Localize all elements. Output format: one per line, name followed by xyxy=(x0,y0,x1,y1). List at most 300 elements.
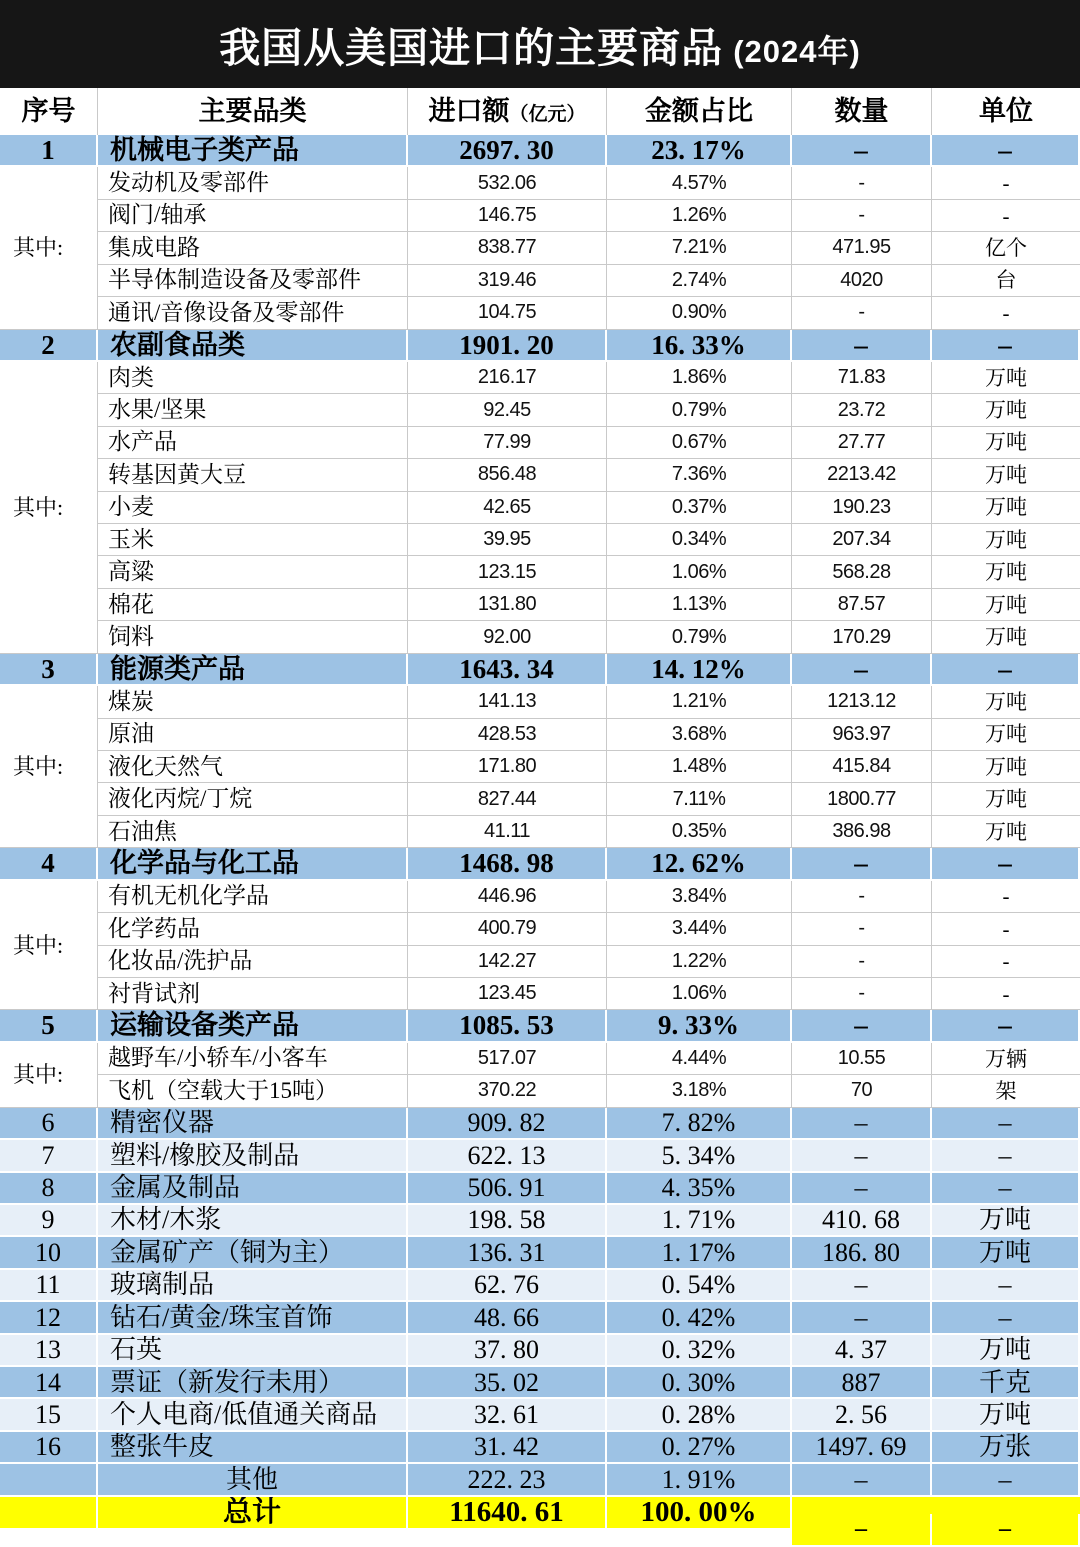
table-row xyxy=(0,1173,1080,1205)
table-row xyxy=(0,783,1080,815)
cell-quantity: 887 xyxy=(792,1367,932,1399)
cell-share: 4.57% xyxy=(607,167,792,199)
cell-quantity: 963.97 xyxy=(792,719,932,751)
table-row xyxy=(0,394,1080,426)
table-row xyxy=(0,1043,1080,1075)
cell-amount: 37. 80 xyxy=(408,1335,607,1367)
cell-category: 能源类产品 xyxy=(98,654,408,686)
cell-share: 1. 71% xyxy=(607,1205,792,1237)
cell-index xyxy=(0,1464,98,1496)
cell-share: 4. 35% xyxy=(607,1173,792,1205)
cell-share: 7. 82% xyxy=(607,1108,792,1140)
cell-category: 化学品与化工品 xyxy=(98,848,408,880)
page-title-year: (2024年) xyxy=(733,33,861,69)
header-category xyxy=(98,88,408,135)
table-row xyxy=(0,881,1080,913)
table-row xyxy=(0,1205,1080,1237)
cell-quantity: – xyxy=(792,1010,932,1042)
cell-category: 液化天然气 xyxy=(98,751,408,783)
cell-category: 小麦 xyxy=(98,492,408,524)
cell-index: 16 xyxy=(0,1432,98,1464)
cell-index: 8 xyxy=(0,1173,98,1205)
cell-share: 23. 17% xyxy=(607,135,792,167)
cell-share: 0. 28% xyxy=(607,1399,792,1431)
cell-index: 15 xyxy=(0,1399,98,1431)
cell-share: 1.48% xyxy=(607,751,792,783)
header-amount-unit-label: （亿元） xyxy=(509,104,586,126)
cell-quantity: 4020 xyxy=(792,265,932,297)
cell-quantity: 71.83 xyxy=(792,362,932,394)
table-row xyxy=(0,1335,1080,1367)
cell-category: 肉类 xyxy=(98,362,408,394)
cell-quantity: - xyxy=(792,946,932,978)
cell-amount: 39.95 xyxy=(408,524,607,556)
cell-share: 1.13% xyxy=(607,589,792,621)
cell-category: 金属矿产（铜为主） xyxy=(98,1237,408,1269)
cell-category: 个人电商/低值通关商品 xyxy=(98,1399,408,1431)
cell-index: 12 xyxy=(0,1302,98,1334)
cell-unit: – xyxy=(932,330,1080,362)
cell-category: 阀门/轴承 xyxy=(98,200,408,232)
cell-index: 5 xyxy=(0,1010,98,1042)
table-row xyxy=(0,1497,1080,1530)
header-index-label: 序号 xyxy=(21,96,76,127)
cell-quantity: - xyxy=(792,978,932,1010)
title-bar xyxy=(0,0,1080,88)
cell-unit: 万吨 xyxy=(932,1335,1080,1367)
table-row xyxy=(0,330,1080,362)
table-row xyxy=(0,589,1080,621)
cell-qizhong-label: 其中: xyxy=(0,362,98,654)
cell-category: 总计 xyxy=(98,1497,408,1530)
table-row xyxy=(0,686,1080,718)
cell-category: 整张牛皮 xyxy=(98,1432,408,1464)
table-row xyxy=(0,1399,1080,1431)
cell-amount: 35. 02 xyxy=(408,1367,607,1399)
table-row xyxy=(0,135,1080,167)
cell-quantity: 70 xyxy=(792,1075,932,1107)
table-row xyxy=(0,1367,1080,1399)
cell-amount: 222. 23 xyxy=(408,1464,607,1496)
cell-amount: 446.96 xyxy=(408,881,607,913)
cell-share: 0. 32% xyxy=(607,1335,792,1367)
cell-amount: 32. 61 xyxy=(408,1399,607,1431)
cell-quantity: 1800.77 xyxy=(792,783,932,815)
table-row xyxy=(0,751,1080,783)
cell-quantity: 10.55 xyxy=(792,1043,932,1075)
cell-share: 1.26% xyxy=(607,200,792,232)
cell-quantity: – xyxy=(792,135,932,167)
table-row xyxy=(0,1432,1080,1464)
cell-share: 7.11% xyxy=(607,783,792,815)
cell-unit: – xyxy=(932,1464,1080,1496)
cell-quantity: 386.98 xyxy=(792,816,932,848)
cell-unit: 千克 xyxy=(932,1367,1080,1399)
cell-quantity: – xyxy=(792,848,932,880)
cell-amount: 532.06 xyxy=(408,167,607,199)
table-row xyxy=(0,1464,1080,1496)
header-row xyxy=(0,88,1080,135)
header-unit xyxy=(932,88,1080,135)
cell-amount: 216.17 xyxy=(408,362,607,394)
cell-unit: – xyxy=(932,654,1080,686)
cell-category: 煤炭 xyxy=(98,686,408,718)
table-row xyxy=(0,1108,1080,1140)
cell-category: 精密仪器 xyxy=(98,1108,408,1140)
cell-category: 石油焦 xyxy=(98,816,408,848)
table-row xyxy=(0,1237,1080,1269)
cell-share: 0. 42% xyxy=(607,1302,792,1334)
cell-quantity: 2213.42 xyxy=(792,459,932,491)
cell-quantity: – xyxy=(792,1270,932,1302)
table-row xyxy=(0,816,1080,848)
cell-quantity: 471.95 xyxy=(792,232,932,264)
cell-unit: 架 xyxy=(932,1075,1080,1107)
cell-unit: – xyxy=(932,1173,1080,1205)
cell-amount: 146.75 xyxy=(408,200,607,232)
cell-unit: - xyxy=(932,881,1080,913)
cell-category: 饲料 xyxy=(98,621,408,653)
cell-quantity: – xyxy=(792,330,932,362)
header-category-label: 主要品类 xyxy=(198,96,307,127)
cell-unit: - xyxy=(932,946,1080,978)
cell-amount: 2697. 30 xyxy=(408,135,607,167)
cell-amount: 1643. 34 xyxy=(408,654,607,686)
cell-amount: 198. 58 xyxy=(408,1205,607,1237)
cell-amount: 62. 76 xyxy=(408,1270,607,1302)
cell-qizhong-label: 其中: xyxy=(0,167,98,329)
table-row xyxy=(0,1302,1080,1334)
cell-quantity: - xyxy=(792,167,932,199)
cell-index: 2 xyxy=(0,330,98,362)
cell-amount: 506. 91 xyxy=(408,1173,607,1205)
cell-share: 0. 27% xyxy=(607,1432,792,1464)
header-unit-label: 单位 xyxy=(979,96,1033,127)
cell-share: 1.06% xyxy=(607,556,792,588)
cell-index: 9 xyxy=(0,1205,98,1237)
cell-category: 原油 xyxy=(98,719,408,751)
page-title xyxy=(219,15,861,74)
cell-qizhong-label: 其中: xyxy=(0,881,98,1011)
table-row xyxy=(0,978,1080,1010)
cell-share: 0.79% xyxy=(607,621,792,653)
table-row xyxy=(0,654,1080,686)
cell-category: 飞机（空载大于15吨） xyxy=(98,1075,408,1107)
cell-quantity: - xyxy=(792,913,932,945)
cell-amount: 428.53 xyxy=(408,719,607,751)
cell-share: 1.21% xyxy=(607,686,792,718)
header-quantity xyxy=(792,88,932,135)
cell-unit: 万吨 xyxy=(932,556,1080,588)
cell-unit: - xyxy=(932,200,1080,232)
cell-share: 1.06% xyxy=(607,978,792,1010)
cell-share: 0.67% xyxy=(607,427,792,459)
cell-share: 3.68% xyxy=(607,719,792,751)
cell-index: 4 xyxy=(0,848,98,880)
cell-category: 金属及制品 xyxy=(98,1173,408,1205)
table-row xyxy=(0,200,1080,232)
cell-share: 0.37% xyxy=(607,492,792,524)
cell-quantity: - xyxy=(792,200,932,232)
cell-index: 6 xyxy=(0,1108,98,1140)
cell-quantity: 87.57 xyxy=(792,589,932,621)
imports-table xyxy=(0,88,1080,1542)
cell-index: 13 xyxy=(0,1335,98,1367)
cell-quantity: – xyxy=(792,1108,932,1140)
cell-quantity: 4. 37 xyxy=(792,1335,932,1367)
cell-index: 3 xyxy=(0,654,98,686)
table-row xyxy=(0,265,1080,297)
cell-unit: 万吨 xyxy=(932,524,1080,556)
cell-share: 1.86% xyxy=(607,362,792,394)
table-row xyxy=(0,524,1080,556)
cell-amount: 370.22 xyxy=(408,1075,607,1107)
cell-quantity: 23.72 xyxy=(792,394,932,426)
cell-quantity: - xyxy=(792,297,932,329)
cell-category: 玻璃制品 xyxy=(98,1270,408,1302)
cell-quantity: 410. 68 xyxy=(792,1205,932,1237)
cell-category: 化学药品 xyxy=(98,913,408,945)
cell-share: 1.22% xyxy=(607,946,792,978)
cell-quantity: 190.23 xyxy=(792,492,932,524)
cell-amount: 838.77 xyxy=(408,232,607,264)
cell-unit: - xyxy=(932,978,1080,1010)
cell-qizhong-label: 其中: xyxy=(0,1043,98,1108)
cell-amount: 77.99 xyxy=(408,427,607,459)
table-row xyxy=(0,167,1080,199)
cell-unit: 万吨 xyxy=(932,1205,1080,1237)
table-row xyxy=(0,362,1080,394)
cell-unit: – xyxy=(932,1270,1080,1302)
cell-share: 100. 00% xyxy=(607,1497,792,1530)
cell-category: 机械电子类产品 xyxy=(98,135,408,167)
cell-category: 农副食品类 xyxy=(98,330,408,362)
cell-category: 集成电路 xyxy=(98,232,408,264)
cell-category: 票证（新发行未用） xyxy=(98,1367,408,1399)
cell-amount: 827.44 xyxy=(408,783,607,815)
cell-share: 1. 91% xyxy=(607,1464,792,1496)
cell-amount: 42.65 xyxy=(408,492,607,524)
table-row xyxy=(0,297,1080,329)
cell-index: 7 xyxy=(0,1140,98,1172)
table-row xyxy=(0,719,1080,751)
table-row xyxy=(0,946,1080,978)
cell-share: 3.44% xyxy=(607,913,792,945)
cell-quantity: 568.28 xyxy=(792,556,932,588)
cell-share: 0.34% xyxy=(607,524,792,556)
cell-share: 7.36% xyxy=(607,459,792,491)
table-row xyxy=(0,1270,1080,1302)
cell-share: 0. 54% xyxy=(607,1270,792,1302)
cell-unit: 万辆 xyxy=(932,1043,1080,1075)
cell-unit: - xyxy=(932,297,1080,329)
cell-amount: 48. 66 xyxy=(408,1302,607,1334)
cell-share: 3.18% xyxy=(607,1075,792,1107)
table-header xyxy=(0,88,1080,135)
cell-quantity: 415.84 xyxy=(792,751,932,783)
cell-unit: – xyxy=(932,1514,1080,1547)
cell-category: 衬背试剂 xyxy=(98,978,408,1010)
cell-amount: 1085. 53 xyxy=(408,1010,607,1042)
cell-category: 半导体制造设备及零部件 xyxy=(98,265,408,297)
cell-amount: 856.48 xyxy=(408,459,607,491)
cell-unit: 万吨 xyxy=(932,1399,1080,1431)
cell-unit: - xyxy=(932,167,1080,199)
cell-amount: 622. 13 xyxy=(408,1140,607,1172)
cell-unit: 万吨 xyxy=(932,394,1080,426)
cell-index: 1 xyxy=(0,135,98,167)
cell-index: 14 xyxy=(0,1367,98,1399)
cell-quantity: 170.29 xyxy=(792,621,932,653)
table-row xyxy=(0,1010,1080,1042)
cell-index: 11 xyxy=(0,1270,98,1302)
cell-category: 木材/木浆 xyxy=(98,1205,408,1237)
cell-unit: 万吨 xyxy=(932,783,1080,815)
cell-amount: 171.80 xyxy=(408,751,607,783)
table-row xyxy=(0,621,1080,653)
cell-category: 钻石/黄金/珠宝首饰 xyxy=(98,1302,408,1334)
cell-amount: 141.13 xyxy=(408,686,607,718)
cell-share: 1. 17% xyxy=(607,1237,792,1269)
cell-amount: 909. 82 xyxy=(408,1108,607,1140)
cell-category: 玉米 xyxy=(98,524,408,556)
cell-category: 有机无机化学品 xyxy=(98,881,408,913)
cell-amount: 400.79 xyxy=(408,913,607,945)
cell-unit: 万张 xyxy=(932,1432,1080,1464)
table-row xyxy=(0,848,1080,880)
table-row xyxy=(0,459,1080,491)
cell-category: 其他 xyxy=(98,1464,408,1496)
cell-share: 0.35% xyxy=(607,816,792,848)
cell-unit: – xyxy=(932,848,1080,880)
cell-amount: 123.45 xyxy=(408,978,607,1010)
cell-amount: 123.15 xyxy=(408,556,607,588)
cell-unit: – xyxy=(932,1302,1080,1334)
cell-share: 7.21% xyxy=(607,232,792,264)
cell-unit: 万吨 xyxy=(932,816,1080,848)
table-row xyxy=(0,492,1080,524)
cell-unit: – xyxy=(932,1140,1080,1172)
page-title-text: 我国从美国进口的主要商品 xyxy=(219,24,724,71)
header-index xyxy=(0,88,98,135)
cell-amount: 136. 31 xyxy=(408,1237,607,1269)
cell-quantity: 186. 80 xyxy=(792,1237,932,1269)
header-amount xyxy=(408,88,607,135)
cell-share: 0.90% xyxy=(607,297,792,329)
cell-unit: 万吨 xyxy=(932,589,1080,621)
table-body xyxy=(0,135,1080,1542)
cell-amount: 1901. 20 xyxy=(408,330,607,362)
cell-index xyxy=(0,1497,98,1530)
cell-unit: 万吨 xyxy=(932,1237,1080,1269)
cell-index: 10 xyxy=(0,1237,98,1269)
cell-amount: 92.45 xyxy=(408,394,607,426)
header-share-label: 金额占比 xyxy=(645,96,753,127)
cell-amount: 131.80 xyxy=(408,589,607,621)
cell-unit: 万吨 xyxy=(932,362,1080,394)
cell-quantity: 1497. 69 xyxy=(792,1432,932,1464)
cell-quantity: 27.77 xyxy=(792,427,932,459)
cell-unit: 万吨 xyxy=(932,751,1080,783)
header-quantity-label: 数量 xyxy=(834,96,889,127)
cell-quantity: - xyxy=(792,881,932,913)
cell-amount: 11640. 61 xyxy=(408,1497,607,1530)
cell-share: 16. 33% xyxy=(607,330,792,362)
table-row xyxy=(0,232,1080,264)
table-row xyxy=(0,1075,1080,1107)
cell-quantity: – xyxy=(792,1173,932,1205)
cell-category: 通讯/音像设备及零部件 xyxy=(98,297,408,329)
cell-quantity: – xyxy=(792,1514,932,1547)
cell-unit: 台 xyxy=(932,265,1080,297)
cell-category: 发动机及零部件 xyxy=(98,167,408,199)
cell-quantity: – xyxy=(792,1140,932,1172)
cell-category: 转基因黄大豆 xyxy=(98,459,408,491)
cell-amount: 1468. 98 xyxy=(408,848,607,880)
cell-quantity: – xyxy=(792,1302,932,1334)
cell-amount: 319.46 xyxy=(408,265,607,297)
cell-unit: 万吨 xyxy=(932,459,1080,491)
cell-amount: 517.07 xyxy=(408,1043,607,1075)
cell-share: 9. 33% xyxy=(607,1010,792,1042)
cell-share: 12. 62% xyxy=(607,848,792,880)
cell-unit: – xyxy=(932,135,1080,167)
cell-quantity: 207.34 xyxy=(792,524,932,556)
cell-amount: 31. 42 xyxy=(408,1432,607,1464)
table-row xyxy=(0,913,1080,945)
table-row xyxy=(0,556,1080,588)
cell-category: 液化丙烷/丁烷 xyxy=(98,783,408,815)
cell-qizhong-label: 其中: xyxy=(0,686,98,848)
cell-share: 14. 12% xyxy=(607,654,792,686)
cell-quantity: – xyxy=(792,654,932,686)
cell-share: 2.74% xyxy=(607,265,792,297)
cell-share: 3.84% xyxy=(607,881,792,913)
cell-unit: 亿个 xyxy=(932,232,1080,264)
cell-unit: – xyxy=(932,1010,1080,1042)
table-row xyxy=(0,1140,1080,1172)
header-share xyxy=(607,88,792,135)
cell-category: 运输设备类产品 xyxy=(98,1010,408,1042)
table-row xyxy=(0,427,1080,459)
cell-unit: - xyxy=(932,913,1080,945)
cell-unit: 万吨 xyxy=(932,621,1080,653)
cell-category: 石英 xyxy=(98,1335,408,1367)
cell-unit: – xyxy=(932,1108,1080,1140)
cell-quantity: 2. 56 xyxy=(792,1399,932,1431)
cell-category: 水产品 xyxy=(98,427,408,459)
cell-category: 越野车/小轿车/小客车 xyxy=(98,1043,408,1075)
cell-share: 0. 30% xyxy=(607,1367,792,1399)
cell-category: 化妆品/洗护品 xyxy=(98,946,408,978)
cell-category: 水果/坚果 xyxy=(98,394,408,426)
cell-amount: 92.00 xyxy=(408,621,607,653)
cell-unit: 万吨 xyxy=(932,719,1080,751)
cell-amount: 104.75 xyxy=(408,297,607,329)
cell-category: 高粱 xyxy=(98,556,408,588)
cell-category: 棉花 xyxy=(98,589,408,621)
cell-category: 塑料/橡胶及制品 xyxy=(98,1140,408,1172)
cell-share: 0.79% xyxy=(607,394,792,426)
cell-quantity: 1213.12 xyxy=(792,686,932,718)
cell-share: 5. 34% xyxy=(607,1140,792,1172)
cell-unit: 万吨 xyxy=(932,427,1080,459)
cell-unit: 万吨 xyxy=(932,686,1080,718)
cell-amount: 41.11 xyxy=(408,816,607,848)
cell-share: 4.44% xyxy=(607,1043,792,1075)
cell-unit: 万吨 xyxy=(932,492,1080,524)
cell-quantity: – xyxy=(792,1464,932,1496)
